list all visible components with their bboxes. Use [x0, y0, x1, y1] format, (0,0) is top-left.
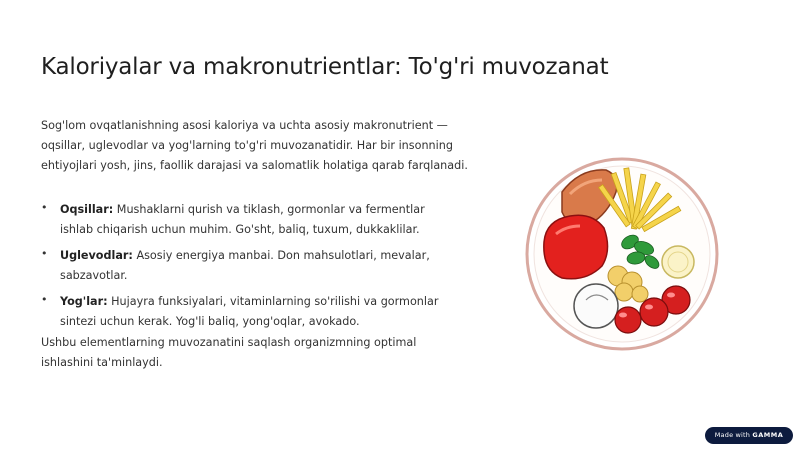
made-with-gamma-badge[interactable] — [705, 427, 793, 444]
bullet-text: Mushaklarni qurish va tiklash, gormonlar va fermentlar ishlab chiqarish uchun muhim. Go'sht, baliq, tuxum, dukkaklilar. — [60, 203, 425, 236]
bullet-marker: • — [41, 201, 48, 214]
intro-paragraph: Sog'lom ovqatlanishning asosi kaloriya va uchta asosiy makronutrient — oqsillar, uglevodlar va yog'larning to'g'ri muvozanatidir. Har bir insonning ehtiyojlari yosh, jins, faollik darajasi va salomatlik holatiga qarab farqlanadi. — [41, 119, 468, 172]
plate-svg — [520, 150, 720, 360]
list-item — [41, 292, 461, 332]
list-item — [41, 246, 461, 286]
bullet-text: Hujayra funksiyalari, vitaminlarning so'rilishi va gormonlar sintezi uchun kerak. Yog'li baliq, yong'oqlar, avokado. — [60, 295, 439, 328]
lemon-icon — [662, 246, 694, 278]
badge-prefix: Made with — [714, 431, 753, 439]
badge-brand: GAMMA — [752, 431, 784, 439]
bullet-term: Yog'lar: — [60, 295, 108, 308]
list-item — [41, 200, 461, 240]
outro-paragraph: Ushbu elementlarning muvozanatini saqlash organizmning optimal ishlashini ta'minlaydi. — [41, 336, 417, 369]
bullet-marker: • — [41, 293, 48, 306]
macronutrient-list — [41, 200, 461, 338]
bullet-text: Asosiy energiya manbai. Don mahsulotlari, mevalar, sabzavotlar. — [60, 249, 430, 282]
mushroom-icon — [574, 284, 618, 328]
bullet-marker: • — [41, 247, 48, 260]
bullet-term: Uglevodlar: — [60, 249, 133, 262]
food-plate-illustration — [520, 150, 720, 360]
bullet-term: Oqsillar: — [60, 203, 114, 216]
page-title: Kaloriyalar va makronutrientlar: To'g'ri muvozanat — [41, 54, 609, 80]
